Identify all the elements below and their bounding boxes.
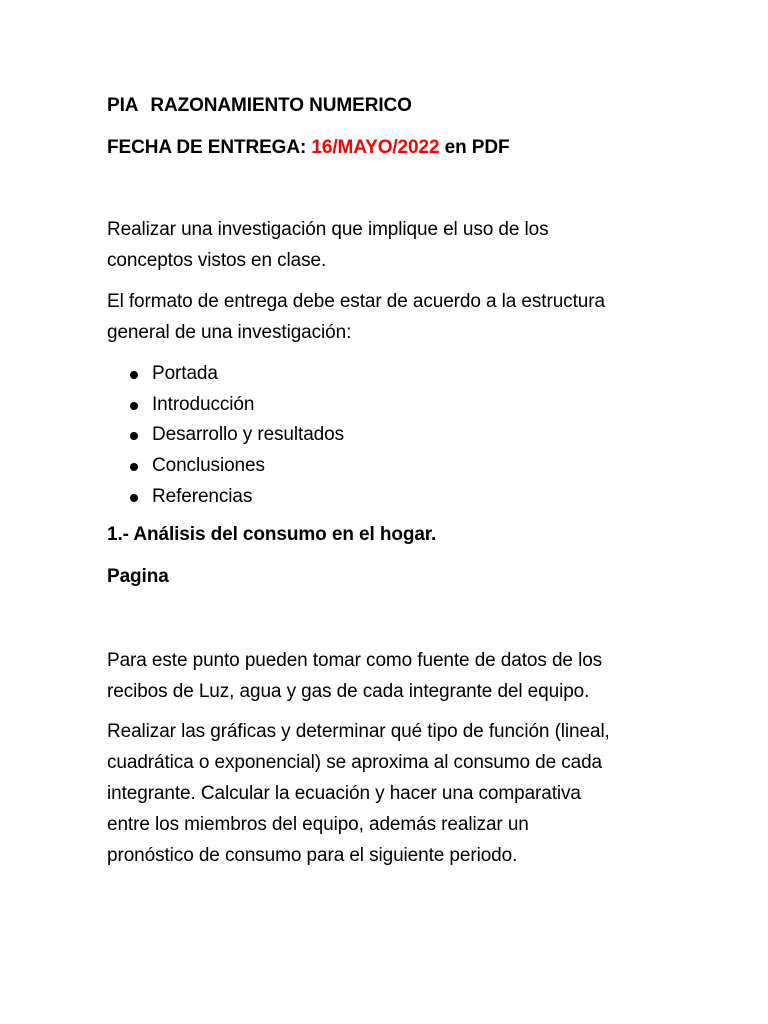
section-1-paragraph-1-line-2: recibos de Luz, agua y gas de cada integrante del equipo. (107, 681, 590, 702)
bullet-icon (130, 402, 138, 410)
list-item (107, 451, 344, 482)
intro-paragraph-1-line-2: conceptos vistos en clase. (107, 250, 327, 271)
document-title (107, 95, 412, 117)
section-1-paragraph-2-line-5: pronóstico de consumo para el siguiente periodo. (107, 845, 518, 866)
list-item-label: Conclusiones (152, 455, 265, 477)
section-1-paragraph-2-line-4: entre los miembros del equipo, además realizar un (107, 814, 529, 835)
section-1-paragraph-2 (107, 716, 667, 871)
title-main: RAZONAMIENTO NUMERICO (150, 95, 412, 116)
deadline-suffix: en PDF (444, 137, 510, 158)
list-item-label: Referencias (152, 485, 253, 507)
structure-list (107, 359, 344, 512)
list-item (107, 390, 344, 421)
section-1-heading: 1.- Análisis del consumo en el hogar. (107, 524, 437, 545)
list-item-label: Portada (152, 363, 218, 384)
list-item-label: Introducción (152, 393, 255, 415)
page-label: Pagina (107, 566, 169, 587)
section-1-paragraph-2-line-2: cuadrática o exponencial) se aproxima al consumo de cada (107, 752, 603, 773)
intro-paragraph-1-line-1: Realizar una investigación que implique el uso de los (107, 219, 549, 240)
intro-paragraph-2-line-2: general de una investigación: (107, 322, 352, 343)
list-item-label: Desarrollo y resultados (152, 424, 345, 446)
list-item (107, 420, 344, 451)
deadline-line (107, 137, 509, 159)
list-item (107, 482, 344, 513)
bullet-icon (130, 371, 138, 379)
section-1-paragraph-1 (107, 645, 667, 707)
bullet-icon (130, 432, 138, 440)
deadline-date: 16/MAYO/2022 (311, 137, 440, 158)
list-item (107, 359, 344, 390)
section-1-paragraph-1-line-1: Para este punto pueden tomar como fuente de datos de los (107, 650, 603, 671)
intro-paragraph-2 (107, 286, 667, 348)
deadline-label: FECHA DE ENTREGA: (107, 137, 307, 158)
title-prefix: PIA (107, 95, 139, 116)
intro-paragraph-1 (107, 214, 667, 276)
intro-paragraph-2-line-1: El formato de entrega debe estar de acuerdo a la estructura (107, 291, 605, 312)
bullet-icon (130, 463, 138, 471)
bullet-icon (130, 494, 138, 502)
section-1-paragraph-2-line-1: Realizar las gráficas y determinar qué tipo de función (lineal, (107, 721, 610, 742)
section-1-paragraph-2-line-3: integrante. Calcular la ecuación y hacer una comparativa (107, 783, 581, 804)
